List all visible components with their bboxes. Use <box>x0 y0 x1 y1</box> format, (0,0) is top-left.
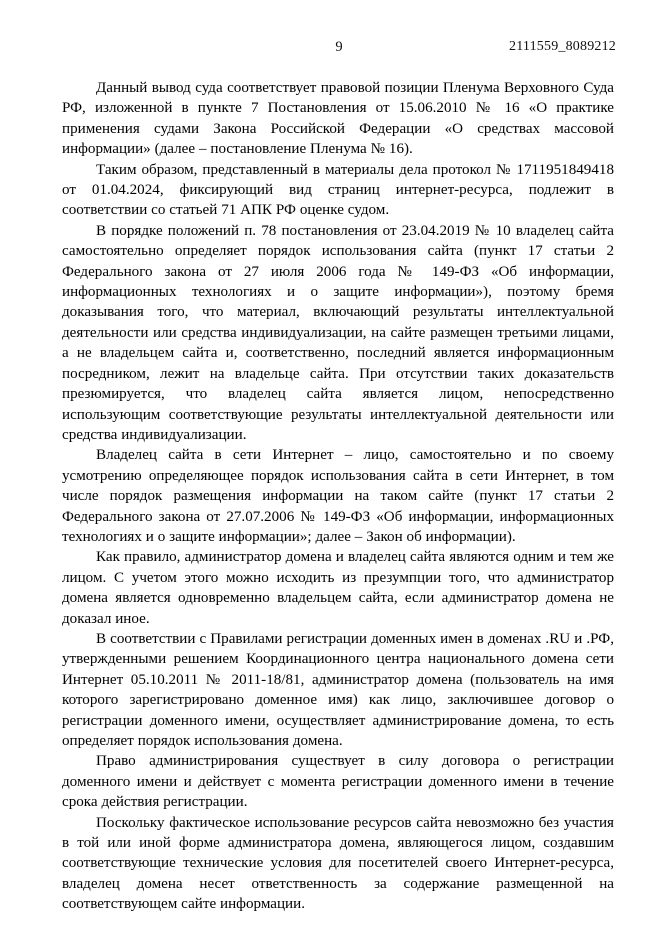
paragraph: В порядке положений п. 78 постановления от 23.04.2019 № 10 владелец сайта самостоятельно определяет порядок использования сайта (пункт 17 статьи 2 Федерального закона от 27 июля 2006 года № 149-ФЗ «Об информации, информационных технологиях и о защите информации»), поэтому бремя доказывания того, что материал, включающий результаты интеллектуальной деятельности или средства индивидуализации, на сайте размещен третьими лицами, а не владельцем сайта и, соответственно, последний является информационным посредником, лежит на владельце сайта. При отсутствии таких доказательств презюмируется, что владелец сайта является лицом, непосредственно использующим соответствующие результаты интеллектуальной деятельности или средства индивидуализации. <box>62 222 614 443</box>
paragraph: В соответствии с Правилами регистрации доменных имен в доменах .RU и .РФ, утвержденными решением Координационного центра национального домена сети Интернет 05.10.2011 № 2011-18/81, администратор домена (пользователь на имя которого зарегистрировано доменное имя) как лицо, заключившее договор о регистрации доменного имени, осуществляет администрирование домена, то есть определяет порядок использования домена. <box>62 630 614 749</box>
page-number: 9 <box>335 39 343 55</box>
paragraph: Владелец сайта в сети Интернет – лицо, самостоятельно и по своему усмотрению определяющее порядок использования сайта в сети Интернет, в том числе порядок размещения информации на таком сайте (пункт 17 статьи 2 Федерального закона от 27.07.2006 № 149-ФЗ «Об информации, информационных технологиях и о защите информации»; далее – Закон об информации). <box>62 447 614 545</box>
paragraph: Таким образом, представленный в материалы дела протокол № 1711951849418 от 01.04.2024, фиксирующий вид страниц интернет-ресурса, подлежит в соответствии со статьей 71 АПК РФ оценке судом. <box>62 161 614 219</box>
paragraph: Право администрирования существует в силу договора о регистрации доменного имени и действует с момента регистрации доменного имени в течение срока действия регистрации. <box>62 753 614 811</box>
paragraph: Поскольку фактическое использование ресурсов сайта невозможно без участия в той или иной форме администратора домена, являющегося лицом, создавшим соответствующие технические условия для посетителей своего Интернет-ресурса, владелец домена несет ответственность за содержание размещенной на соответствующем сайте информации. <box>62 814 614 913</box>
paragraph: Как правило, администратор домена и владелец сайта являются одним и тем же лицом. С учетом этого можно исходить из презумпции того, что администратор домена является одновременно владельцем сайта, если администратор домена не доказал иное. <box>62 549 614 627</box>
document-body <box>62 78 614 915</box>
paragraph: Данный вывод суда соответствует правовой позиции Пленума Верховного Суда РФ, изложенной в пункте 7 Постановления от 15.06.2010 № 16 «О практике применения судами Закона Российской Федерации «О средствах массовой информации» (далее – постановление Пленума № 16). <box>62 80 614 158</box>
page-header <box>62 38 616 56</box>
document-identifier: 2111559_8089212 <box>509 39 616 54</box>
